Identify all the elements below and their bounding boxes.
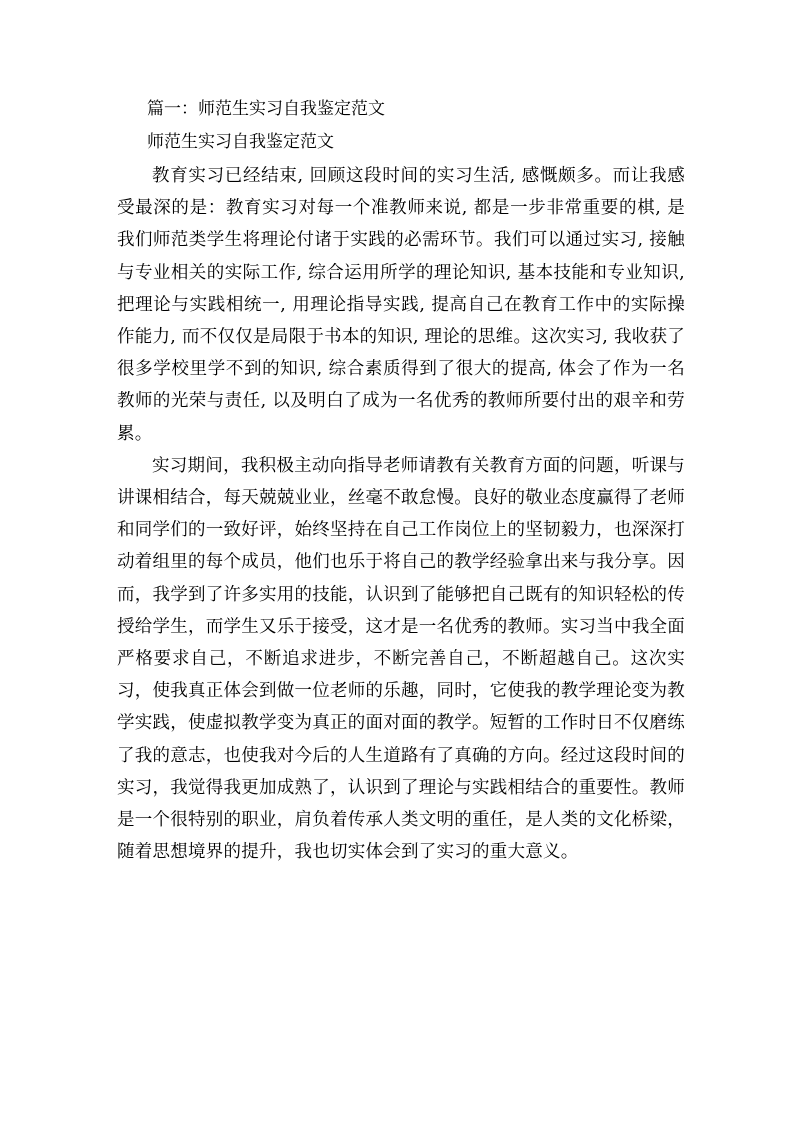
document-heading: 篇一：师范生实习自我鉴定范文 bbox=[147, 99, 385, 119]
paragraph-intro: 教育实习已经结束, 回顾这段时间的实习生活, 感慨颇多。而让我感受最深的是：教育实习对每一个准教师来说, 都是一步非常重要的棋, 是我们师范类学生将理论付诸于实践的必需环节。我们可以通过实习, 接触与专业相关的实际工作, 综合运用所学的理论知识, 基本技能和专业知识, 把理论与实践相统一, 用理论指导实践, 提高自己在教育工作中的实际操作能力, 而不仅仅是局限于书本的知识, 理论的思维。这次实习, 我收获了很多学校里学不到的知识, 综合素质得到了很大的提高, 体会了作为一名教师的光荣与责任, 以及明白了成为一名优秀的教师所要付出的艰辛和劳累。 bbox=[117, 166, 685, 444]
paragraph-internship-period: 实习期间，我积极主动向指导老师请教有关教育方面的问题，听课与讲课相结合，每天兢兢业业，丝毫不敢怠慢。良好的敬业态度赢得了老师和同学们的一致好评，始终坚持在自己工作岗位上的坚韧毅力，也深深打动着组里的每个成员，他们也乐于将自己的教学经验拿出来与我分享。因而，我学到了许多实用的技能，认识到了能够把自己既有的知识轻松的传授给学生，而学生又乐于接受，这才是一名优秀的教师。实习当中我全面严格要求自己，不断追求进步，不断完善自己，不断超越自己。这次实习，使我真正体会到做一位老师的乐趣，同时，它使我的教学理论变为教学实践，使虚拟教学变为真正的面对面的教学。短暂的工作时日不仅磨练了我的意志，也使我对今后的人生道路有了真确的方向。经过这段时间的实习，我觉得我更加成熟了，认识到了理论与实践相结合的重要性。教师是一个很特别的职业，肩负着传承人类文明的重任，是人类的文化桥梁，随着思想境界的提升，我也切实体会到了实习的重大意义。 bbox=[117, 455, 685, 863]
document-subheading: 师范生实习自我鉴定范文 bbox=[147, 132, 334, 152]
document-body bbox=[117, 94, 685, 868]
